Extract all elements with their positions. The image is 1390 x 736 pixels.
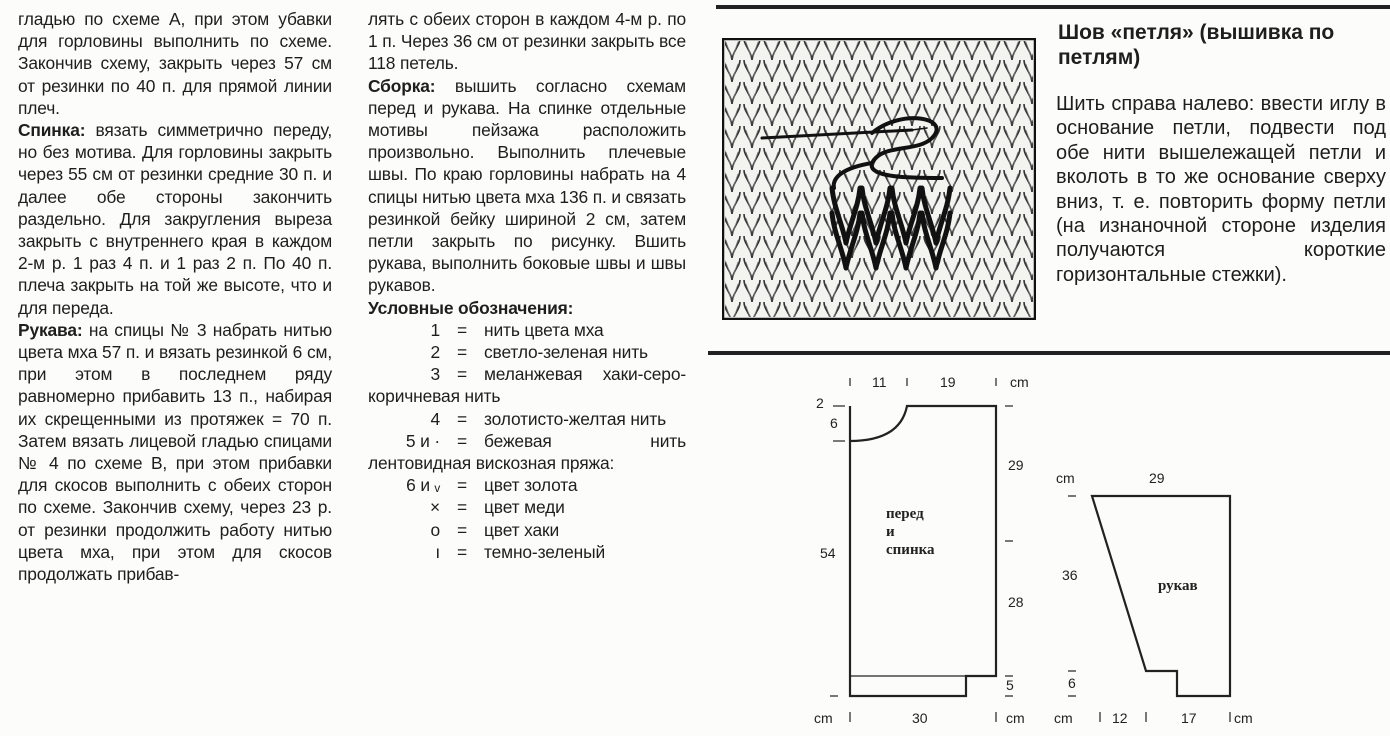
stitch-title: Шов «петля» (вышивка по петлям) <box>1058 21 1335 69</box>
legend-equals: = <box>456 519 467 540</box>
body-dim-30: 30 <box>912 710 928 726</box>
legend-description: цвет хаки <box>484 519 560 540</box>
continuation-text: лять с обеих сторон в каждом 4-м р. по 1 п. Через 36 см от резинки закрыть все 118 петель. <box>368 9 686 74</box>
sleeve-dim-29: 29 <box>1149 470 1165 486</box>
legend-description: темно-зеленый <box>484 541 606 562</box>
back-paragraph <box>18 119 332 319</box>
legend-item <box>368 474 686 496</box>
body-label-2: и <box>886 524 895 540</box>
continuation-paragraph <box>368 8 686 75</box>
legend-item <box>368 363 686 407</box>
sleeve-text: на спицы № 3 набрать нитью цвета мха 57 п. и вязать резинкой 6 см, при этом в последнем ряду равномерно прибавить 13 п., набирая их скрещенными из протяжек = 70 п. Затем вязать лицевой гладью спицами № 4 по схеме В, при этом прибавки для скосов выполнить с обеих сторон по схеме. Закончив схему, через 23 р. от резинки продолжить работу нитью цвета мха, при этом для скосов продолжать прибав- <box>18 319 332 585</box>
sleeve-schematic <box>1092 496 1230 696</box>
intro-text: гладью по схеме А, при этом убавки для горловины выполнить по схеме. Закончив схему, закрыть через 57 см от резинки по 40 п. для прямой линии плеч. <box>18 9 332 118</box>
body-dim-11: 11 <box>872 374 887 390</box>
legend-list <box>368 319 686 563</box>
body-dim-cm-top: cm <box>1010 374 1029 390</box>
sleeve-label: Рукава: <box>18 319 83 340</box>
legend-description: золотисто-желтая нить <box>484 408 667 429</box>
sleeve-dim-17: 17 <box>1181 710 1197 726</box>
legend-symbol: 4 <box>430 408 440 429</box>
legend-equals: = <box>456 408 467 429</box>
assembly-paragraph <box>368 75 686 297</box>
legend-item <box>368 341 686 363</box>
body-label-3: спинка <box>886 542 935 558</box>
legend-equals: = <box>456 342 467 363</box>
legend-item <box>368 408 686 430</box>
legend-description: цвет золота <box>484 475 578 496</box>
legend-equals: = <box>456 319 467 340</box>
garment-schematics <box>800 366 1390 736</box>
body-dim-6: 6 <box>830 415 838 431</box>
top-divider <box>716 5 1390 9</box>
legend-item <box>368 541 686 563</box>
legend-equals: = <box>456 430 467 451</box>
legend-item <box>368 519 686 541</box>
legend-equals: = <box>456 497 467 518</box>
column-1 <box>18 8 332 585</box>
back-label: Спинка: <box>18 120 86 141</box>
legend-title: Условные обозначения: <box>368 297 574 318</box>
legend-symbol: × <box>429 497 440 518</box>
sleeve-dim-6: 6 <box>1068 675 1076 691</box>
legend-symbol: ı <box>435 541 440 562</box>
legend-description: меланжевая хаки-серо-коричневая нить <box>368 364 686 407</box>
legend-description: бежевая нить лентовидная вискозная пряжа: <box>368 430 686 474</box>
body-label-1: перед <box>886 506 924 522</box>
middle-divider <box>708 351 1390 355</box>
legend-equals: = <box>456 541 467 562</box>
body-dim-cm-left: cm <box>814 710 833 726</box>
legend-symbol: 3 <box>430 364 440 385</box>
legend-item <box>368 430 686 474</box>
body-dim-cm-right: cm <box>1006 710 1025 726</box>
sleeve-dim-12: 12 <box>1112 710 1128 726</box>
legend-item <box>368 319 686 341</box>
body-dim-54: 54 <box>820 545 836 561</box>
front-text <box>18 8 332 119</box>
legend-symbol: o <box>430 519 440 540</box>
sleeve-label: рукав <box>1158 578 1198 594</box>
legend-equals: = <box>456 364 467 385</box>
legend-item <box>368 496 686 518</box>
sleeve-dim-cm-top: cm <box>1056 470 1075 486</box>
back-text: вязать симметрично переду, но без мотива. Для горловины закрыть через 55 см от резинки средние 30 п. и далее обе стороны закончить раздельно. Для закругления выреза закрыть с внутреннего края в каждом 2-м р. 1 раз 4 п. и 1 раз 2 п. По 40 п. плеча закрыть на той же высоте, что и для переда. <box>18 120 332 318</box>
legend-symbol: 6 и ᵥ <box>406 475 440 496</box>
body-dim-28: 28 <box>1008 594 1024 610</box>
legend-symbol: 2 <box>430 342 440 363</box>
stitch-instructions: Шить справа налево: ввести иглу в основание петли, подвести под обе нити вышележащей петли и вколоть в то же основание сверху вниз, т. е. повторить форму петли (на изнаночной стороне изделия получаются короткие горизонтальные стежки). <box>1056 93 1386 286</box>
legend-symbol: 1 <box>430 319 440 340</box>
legend-symbol: 5 и · <box>405 430 440 451</box>
body-dim-19: 19 <box>940 374 956 390</box>
sleeve-paragraph <box>18 319 332 585</box>
sleeve-tick-marks <box>1068 496 1230 722</box>
assembly-label: Сборка: <box>368 75 436 96</box>
legend-description: нить цвета мха <box>484 319 604 340</box>
legend-equals: = <box>456 475 467 496</box>
column-2 <box>368 8 686 563</box>
body-dim-2: 2 <box>816 395 824 411</box>
sleeve-dim-cm-left: cm <box>1054 710 1073 726</box>
stitch-illustration <box>722 38 1036 320</box>
body-dim-5: 5 <box>1006 677 1014 693</box>
legend-description: цвет меди <box>484 497 565 518</box>
body-dim-29: 29 <box>1008 457 1024 473</box>
assembly-text: вышить согласно схемам перед и рукава. На спинке отдельные мотивы пейзажа расположить произвольно. Выполнить плечевые швы. По краю горловины набрать на 4 спицы нитью цвета мха 136 п. и связать резинкой бейку шириной 2 см, затем петли закрыть по рисунку. Вшить рукава, выполнить боковые швы и швы рукавов. <box>368 75 686 296</box>
sleeve-dim-cm-right: cm <box>1234 710 1253 726</box>
sleeve-dim-36: 36 <box>1062 567 1078 583</box>
legend-description: светло-зеленая нить <box>484 342 648 363</box>
